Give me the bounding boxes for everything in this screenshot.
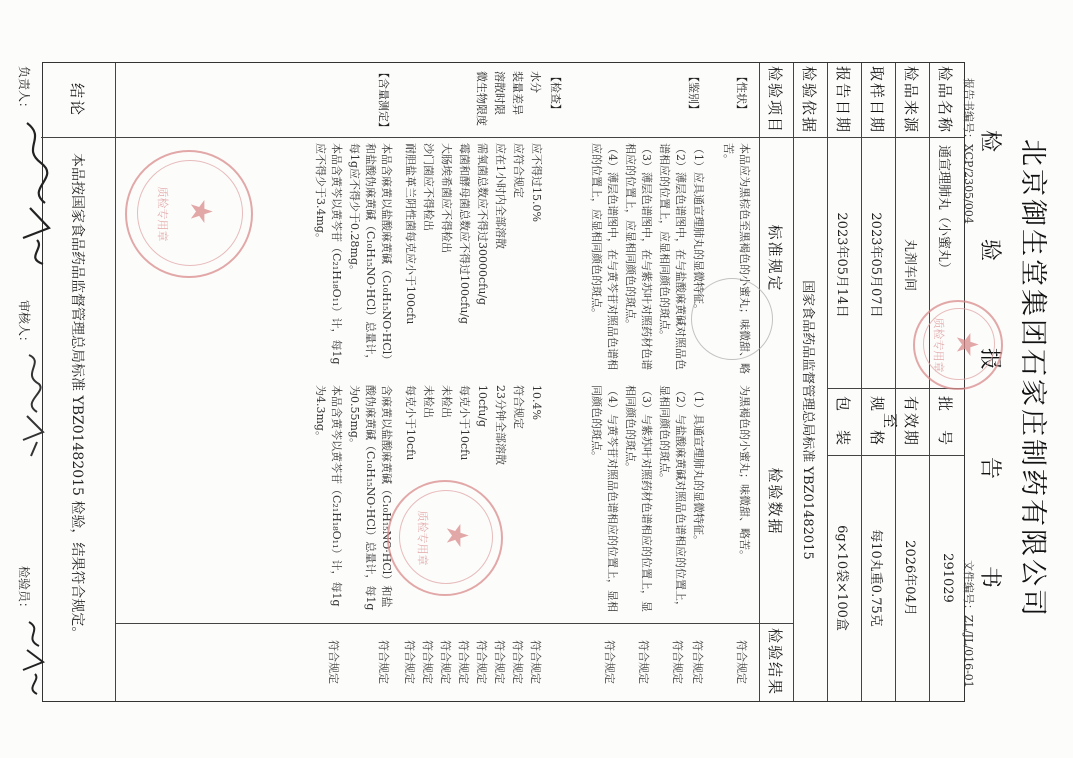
conclusion-text: 本品按国家食品药品监督管理总局标准 YBZ01482015 检验，结果符合规定。 — [69, 153, 85, 641]
character-data: 为黑褐色的小蜜丸；味微甜、略苦。 — [738, 385, 751, 561]
assay-standard-2: 本品含黄芩以黄芩苷（C₂₁H₁₈O₁₁）计，每1g应不得少于3.4mg。 — [314, 143, 343, 365]
col-standard: 标准规定 — [766, 224, 784, 293]
check-data-3: 23分钟全部溶散 — [494, 385, 507, 465]
label-sampling-date: 取样日期 — [868, 65, 886, 134]
ident-data-4: （4）与黄芩苷对照品色谱相应的位置上，显相同颜色的斑点。 — [590, 385, 619, 612]
col-data: 检验数据 — [766, 467, 784, 536]
package: 6g×10袋×100盒 — [834, 525, 849, 631]
label-source: 检品来源 — [902, 65, 920, 134]
ident-standard-1: （1）应具通宣理肺丸的显微特征。 — [692, 143, 705, 315]
test-basis: 国家食品药品监督管理总局标准 YBZ01482015 — [800, 280, 815, 560]
ident-result-1: 符合规定 — [691, 640, 704, 684]
check-std-5: 霉菌和酵母菌总数应不得过100cfu/g — [458, 143, 471, 325]
label-package: 包 装 — [834, 395, 852, 447]
reviewer-label: 审核人： — [17, 300, 31, 349]
inspector-label: 检验员： — [17, 566, 31, 615]
sample-source: 丸剂车间 — [902, 238, 917, 291]
report-date: 2023年05月14日 — [834, 212, 849, 318]
specification: 每10丸重0.75克 — [868, 529, 883, 627]
check-std-3: 应在1小时内全部溶散 — [494, 143, 507, 249]
ident-standard-2: （2）薄层色谱图中，在与盐酸麻黄碱对照品色谱相应的位置上，应显相同颜色的斑点。 — [658, 143, 687, 370]
check-data-2: 符合规定 — [512, 385, 525, 429]
check-std-6: 大肠埃希菌应不得检出 — [440, 143, 453, 253]
section-assay: 【含量测定】 — [377, 67, 390, 133]
check-result-7: 符合规定 — [421, 640, 434, 684]
assay-data-1: 含麻黄以盐酸麻黄碱（C₁₀H₁₅NO·HCl）和盐酸伪麻黄碱（C₁₀H₁₅NO·HCl）总量计，每1g为0.55mg。 — [348, 385, 393, 611]
check-item-dissolve: 溶散时限 — [493, 71, 506, 115]
check-data-8: 每克小于10cfu — [404, 385, 417, 461]
qa-stamp-middle — [387, 480, 503, 596]
character-standard: 本品应为黑棕色至黑褐色的小蜜丸；味微甜、略苦。 — [722, 143, 751, 374]
label-spec: 规 格 — [868, 395, 886, 447]
sample-name: 通宣理肺丸（小蜜丸） — [936, 145, 951, 276]
label-conclusion: 结论 — [68, 82, 86, 117]
check-item-weight: 装量差异 — [511, 71, 524, 115]
check-result-6: 符合规定 — [439, 640, 452, 684]
file-number: ZL/JL/016-01 — [962, 615, 975, 688]
check-data-7: 未检出 — [422, 385, 435, 418]
stamp-star-icon: ★ — [183, 198, 218, 225]
company-name: 北京御生堂集团石家庄制药有限公司 — [1017, 139, 1048, 619]
check-data-6: 未检出 — [440, 385, 453, 418]
ident-data-2: （2）与盐酸麻黄碱对照品色谱相应的位置上，显相同颜色的斑点。 — [658, 385, 687, 612]
check-result-2: 符合规定 — [511, 640, 524, 684]
check-std-7: 沙门菌应不得检出 — [422, 143, 435, 231]
check-std-1: 应不得过15.0% — [530, 143, 543, 222]
label-sample-name: 检品名称 — [936, 65, 954, 134]
check-result-4: 符合规定 — [475, 640, 488, 684]
check-data-4: 10cfu/g — [476, 385, 489, 428]
ident-result-2: 符合规定 — [671, 640, 684, 684]
report-number: XCP/2305/004 — [962, 144, 975, 224]
faint-gray-stamp — [691, 278, 773, 360]
col-test-item: 检验项目 — [766, 65, 784, 134]
assay-result-1: 符合规定 — [377, 640, 390, 684]
label-expiry: 有效期至 — [881, 395, 920, 447]
check-item-water: 水分 — [529, 71, 542, 93]
qa-stamp-bottom — [125, 150, 253, 278]
ident-standard-4: （4）薄层色谱图中，在与黄芩苷对照品色谱相应的位置上，应显相同颜色的斑点。 — [590, 143, 619, 370]
check-data-5: 每克小于10cfu — [458, 385, 471, 461]
section-check: 【检查】 — [549, 71, 562, 115]
check-result-1: 符合规定 — [529, 640, 542, 684]
qa-stamp-bottom-text: 质检专用章 — [156, 186, 169, 242]
character-result: 符合规定 — [735, 640, 748, 684]
sampling-date: 2023年05月07日 — [868, 212, 883, 318]
reviewer-signature — [15, 350, 51, 460]
ident-result-3: 符合规定 — [637, 640, 650, 684]
responsible-label: 负责人： — [17, 66, 31, 115]
section-identification: 【鉴别】 — [687, 71, 700, 115]
assay-data-2: 本品含黄芩以黄芩苷（C₂₁H₁₈O₁₁）计，每1g为4.3mg。 — [314, 385, 343, 607]
stamp-star-icon: ★ — [949, 331, 984, 358]
label-report-date: 报告日期 — [834, 65, 852, 134]
section-character: 【性状】 — [735, 71, 748, 115]
label-batch: 批 号 — [936, 395, 954, 447]
responsible-signature — [15, 118, 55, 268]
inspector-signature — [17, 618, 49, 698]
check-data-1: 10.4% — [530, 385, 543, 420]
batch-number: 291029 — [940, 553, 955, 603]
ident-standard-3: （3）薄层色谱图中，在与紫苏叶对照药材色谱相应的位置上，应显相同颜色的斑点。 — [624, 143, 653, 370]
check-std-4: 需氧菌总数应不得过30000cfu/g — [476, 143, 489, 306]
label-basis: 检验依据 — [800, 65, 818, 134]
report-title: 检 验 报 告 书 — [977, 130, 1002, 628]
stamp-star-icon: ★ — [439, 522, 474, 549]
report-number-label: 报告书编号： — [962, 78, 975, 144]
check-std-2: 应符合规定 — [512, 143, 525, 198]
check-std-8: 耐胆盐革兰阴性菌每克应小于100cfu — [404, 143, 417, 325]
expiry-date: 2026年04月 — [902, 540, 917, 616]
qa-stamp-top-text: 质检专用章 — [932, 317, 945, 373]
check-result-3: 符合规定 — [493, 640, 506, 684]
check-result-8: 符合规定 — [403, 640, 416, 684]
file-number-label: 文件编号： — [962, 560, 975, 615]
assay-result-2: 符合规定 — [327, 640, 340, 684]
ident-data-3: （3）与紫苏叶对照药材色谱相应的位置上，显相同颜色的斑点。 — [624, 385, 653, 612]
qa-stamp-top — [913, 300, 1003, 390]
col-result: 检验结果 — [766, 627, 784, 696]
check-item-microbe: 微生物限度 — [475, 71, 488, 126]
qa-stamp-middle-text: 质检专用章 — [416, 510, 429, 566]
ident-data-1: （1）具通宣理肺丸的显微特征。 — [692, 385, 705, 546]
check-result-5: 符合规定 — [457, 640, 470, 684]
assay-standard-1: 本品含麻黄以盐酸麻黄碱（C₁₀H₁₅NO·HCl）和盐酸伪麻黄碱（C₁₀H₁₅NO·HCl）总量计，每1g应不得少于0.28mg。 — [348, 143, 393, 366]
ident-result-4: 符合规定 — [603, 640, 616, 684]
